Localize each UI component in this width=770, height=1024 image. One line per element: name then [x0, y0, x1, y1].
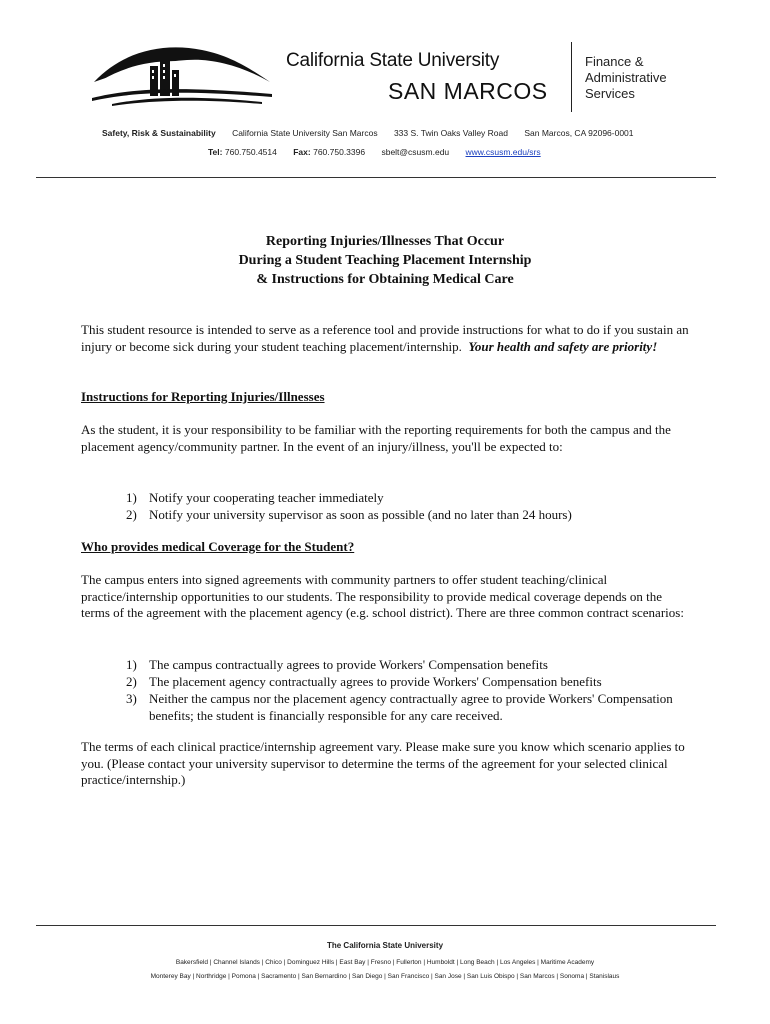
- contact-phone-line: Tel: 760.750.4514 Fax: 760.750.3396 sbelt@csusm.edu www.csusm.edu/srs: [208, 147, 541, 157]
- contract-scenarios-list: [126, 656, 686, 724]
- fax-number: 760.750.3396: [313, 147, 366, 157]
- footer-campuses-line-1: Bakersfield | Channel Islands | Chico | Dominguez Hills | East Bay | Fresno | Fullerton | Humboldt | Long Beach | Los Angeles | Maritime Academy: [175, 959, 595, 966]
- document-title: Reporting Injuries/Illnesses That Occur During a Student Teaching Placement Internship & Instructions for Obtaining Medical Care: [238, 234, 532, 287]
- letterhead-divider: [571, 42, 572, 112]
- list-item: 1) The campus contractually agrees to provide Workers' Compensation benefits: [126, 657, 548, 672]
- list-item: 1) Notify your cooperating teacher immediately: [126, 490, 384, 505]
- intro-paragraph: This student resource is intended to serve as a reference tool and provide instructions for what to do if you sustain an injury or become sick during your student teaching placement/internship. Your health and safety are priority!: [81, 322, 689, 354]
- intro-emphasis: Your health and safety are priority!: [468, 338, 658, 354]
- list-item: 2) Notify your university supervisor as soon as possible (and no later than 24 hours): [126, 507, 572, 522]
- website-link[interactable]: www.csusm.edu/srs: [465, 147, 541, 157]
- section-heading-reporting: Instructions for Reporting Injuries/Illnesses: [81, 389, 325, 404]
- campus-name: SAN MARCOS: [388, 78, 548, 104]
- footer-title: The California State University: [326, 941, 444, 950]
- university-name: California State University: [286, 50, 500, 71]
- address-name: California State University San Marcos: [232, 128, 378, 138]
- city-address: San Marcos, CA 92096-0001: [524, 128, 634, 138]
- csusm-logo: [92, 42, 272, 112]
- contact-address-line: [102, 128, 648, 138]
- street-address: 333 S. Twin Oaks Valley Road: [393, 128, 508, 138]
- section-coverage-paragraph: The campus enters into signed agreements with community partners to offer student teaching/clinical practice/internship opportunities to our students. The responsibility to provide medical coverage depends on the terms of the agreement with the placement agency (e.g. school district). There are three common contract scenarios:: [81, 572, 684, 621]
- office-name: Safety, Risk & Sustainability: [102, 128, 216, 138]
- reporting-steps-list: [126, 489, 572, 523]
- footer-campuses-line-2: Monterey Bay | Northridge | Pomona | Sacramento | San Bernardino | San Diego | San Francisco | San Jose | San Luis Obispo | San Marcos | Sonoma | Stanislaus: [150, 973, 620, 980]
- footer-rule: [36, 925, 716, 926]
- closing-paragraph: The terms of each clinical practice/internship agreement vary. Please make sure you know which scenario applies to you. (Please contact your university supervisor to determine the terms of the agreement for your selected clinical practice/internship.): [81, 739, 685, 788]
- email-address[interactable]: sbelt@csusm.edu: [381, 147, 450, 157]
- section-heading-coverage: Who provides medical Coverage for the Student?: [81, 539, 355, 554]
- section-reporting-paragraph: As the student, it is your responsibility to be familiar with the reporting requirements for both the campus and the placement agency/community partner. In the event of an injury/illness, you'll be expected to:: [81, 422, 671, 454]
- department-name: Finance & Administrative Services: [585, 54, 667, 101]
- tel-number: 760.750.4514: [224, 147, 277, 157]
- list-item: 2) The placement agency contractually agrees to provide Workers' Compensation benefits: [126, 674, 602, 689]
- header-rule: [36, 177, 716, 178]
- list-item: 3) Neither the campus nor the placement agency contractually agree to provide Workers' Compensation benefits; the student is financially responsible for any care received.: [126, 691, 673, 723]
